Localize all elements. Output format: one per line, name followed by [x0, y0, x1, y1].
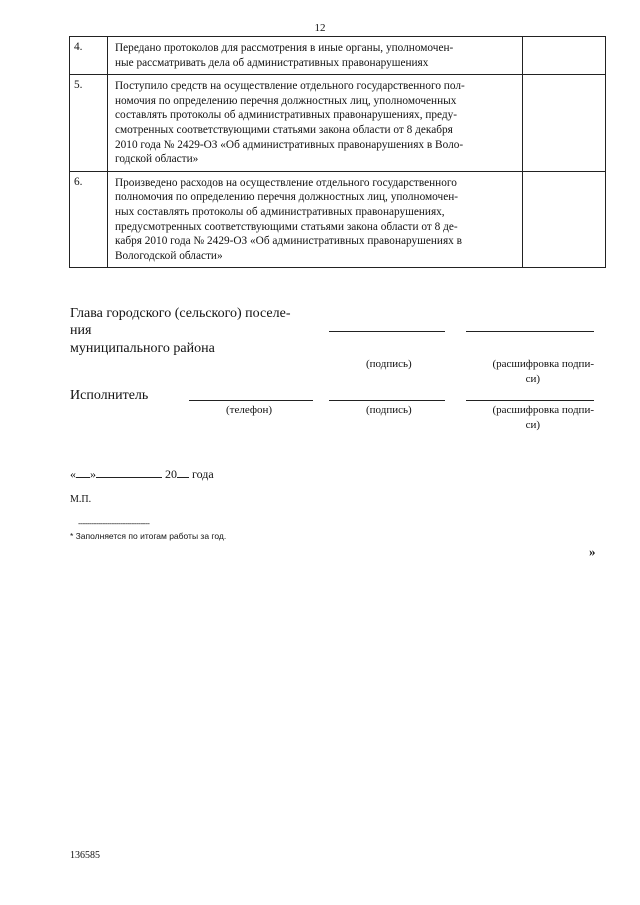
report-table — [69, 36, 606, 268]
page-number: 12 — [314, 22, 326, 34]
date-line — [70, 467, 214, 482]
year-suffix: года — [192, 467, 214, 481]
head-signature-label: (подпись) — [366, 358, 412, 370]
document-code: 136585 — [70, 850, 100, 861]
executor-signature-line[interactable] — [329, 400, 445, 401]
executor-decode-label-2: си) — [525, 419, 540, 431]
row-description: Поступило средств на осуществление отдельного государственного пол- номочия по определению перечня должностных лиц, уполномоченных составлять протоколы об административных правонарушениях, преду- смотренных соответствующими статьями закона области от 8 декабря 2010 года № 2429-ОЗ «Об административных правонарушениях в Воло- годской области» — [108, 75, 523, 172]
row-number: 6. — [70, 171, 108, 268]
head-title-line-3: муниципального района — [70, 341, 215, 356]
report-table-body — [70, 37, 606, 268]
footnote-rule: -------------------------------- — [78, 518, 150, 528]
executor-decode-label-1: (расшифровка подпи- — [492, 404, 594, 416]
date-close-quote: » — [90, 467, 96, 481]
row-value-cell[interactable] — [523, 37, 606, 75]
day-blank[interactable] — [76, 477, 90, 478]
head-decode-label-2: си) — [525, 373, 540, 385]
year-prefix: 20 — [165, 467, 177, 481]
head-title-line-1: Глава городского (сельского) поселе- — [70, 306, 291, 321]
closing-quote: » — [589, 544, 596, 559]
row-description: Передано протоколов для рассмотрения в иные органы, уполномочен- ные рассматривать дела об административных правонарушениях — [108, 37, 523, 75]
head-decode-label-1: (расшифровка подпи- — [492, 358, 594, 370]
executor-signature-label: (подпись) — [366, 404, 412, 416]
head-signature-line[interactable] — [329, 331, 445, 332]
head-decode-line[interactable] — [466, 331, 594, 332]
month-blank[interactable] — [96, 477, 162, 478]
footnote-text: * Заполняется по итогам работы за год. — [70, 531, 227, 541]
executor-phone-label: (телефон) — [226, 404, 273, 416]
table-row — [70, 37, 606, 75]
row-value-cell[interactable] — [523, 171, 606, 268]
head-title-line-2: ния — [70, 323, 92, 338]
row-number: 4. — [70, 37, 108, 75]
row-description: Произведено расходов на осуществление отдельного государственного полномочия по определению перечня должностных лиц, уполномочен- ных составлять протоколы об административных правонарушениях, предусмотренных соответствующими статьями закона области от 8 де- кабря 2010 года № 2429-ОЗ «Об административных правонарушениях в Вологодской области» — [108, 171, 523, 268]
executor-decode-line[interactable] — [466, 400, 594, 401]
year-blank[interactable] — [177, 477, 189, 478]
table-row — [70, 171, 606, 268]
executor-label: Исполнитель — [70, 388, 149, 403]
table-row — [70, 75, 606, 172]
row-value-cell[interactable] — [523, 75, 606, 172]
row-number: 5. — [70, 75, 108, 172]
date-open-quote: « — [70, 467, 76, 481]
executor-phone-line[interactable] — [189, 400, 313, 401]
stamp-label: М.П. — [70, 494, 92, 505]
